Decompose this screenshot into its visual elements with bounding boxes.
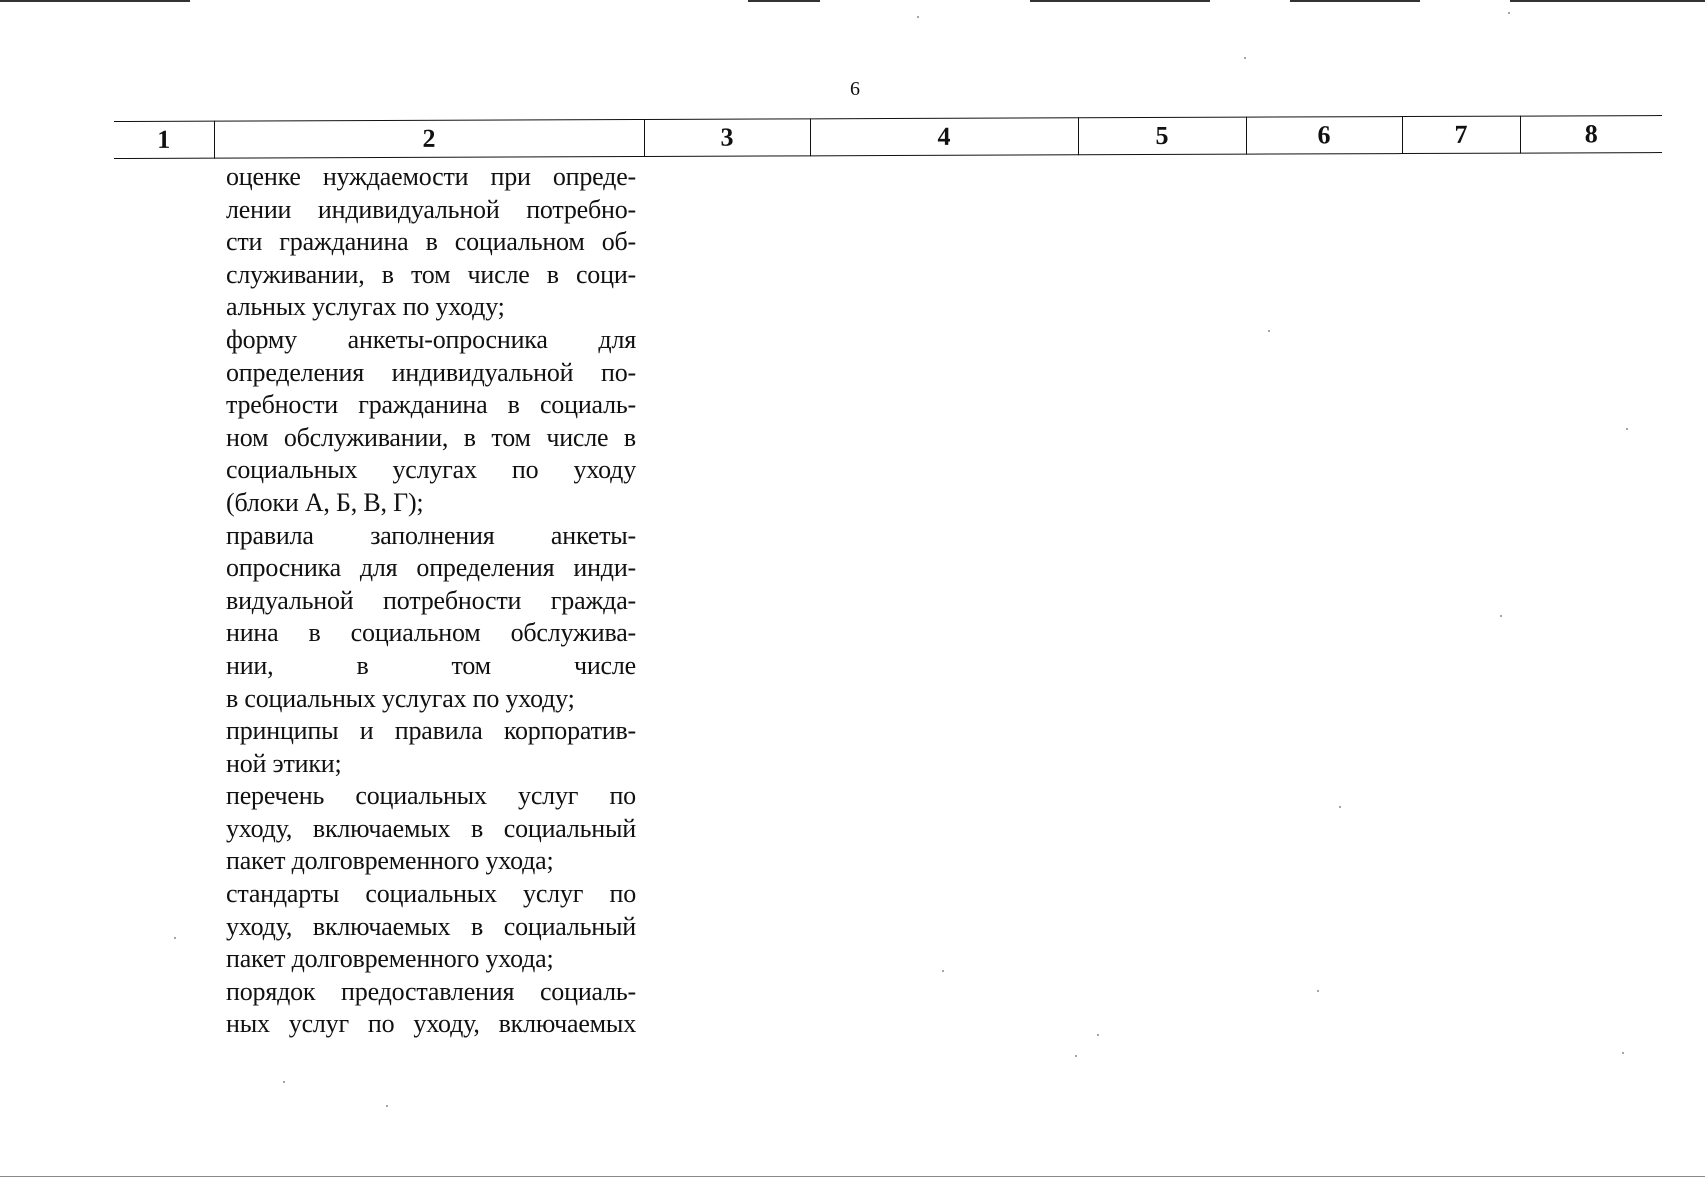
column-header-7: 7 [1402,116,1520,153]
text-line: ном обслуживании, в том числе в [226,422,636,452]
column-header-5: 5 [1078,117,1246,155]
scan-speck [1339,806,1341,808]
scan-speck [1075,1055,1077,1057]
text-line: стандарты социальных услуг по [226,879,636,909]
column-header-1: 1 [114,121,214,158]
text-line: пакет долговременного ухода; [226,846,554,876]
scan-edge-top [1030,0,1210,2]
text-line: оценке нуждаемости при опреде- [226,162,636,191]
text-line: в социальных услугах по уходу; [226,683,575,713]
column-2-content [226,161,636,1041]
text-line: социальных услугах по уходу [226,455,636,485]
text-line: ных услуг по уходу, включаемых [226,1009,636,1039]
table-header-row [114,115,1662,159]
text-line: нина в социальном обслужива- [226,618,636,648]
text-line: (блоки А, Б, В, Г); [226,487,424,517]
text-line: сти гражданина в социальном об- [226,227,636,257]
scan-speck [283,1081,285,1083]
text-line: альных услугах по уходу; [226,292,505,322]
text-line: перечень социальных услуг по [226,781,636,811]
text-line: уходу, включаемых в социальный [226,813,636,843]
text-line: ной этики; [226,748,342,778]
scan-speck [942,970,944,972]
text-line: лении индивидуальной потребно- [226,194,636,224]
column-header-3: 3 [644,119,810,157]
scan-speck [1268,330,1270,332]
scan-speck [1244,57,1246,59]
text-line: уходу, включаемых в социальный [226,911,636,941]
column-header-2: 2 [214,119,644,158]
column-header-4: 4 [810,118,1078,156]
scan-edge-bottom [0,1176,1705,1177]
scan-speck [1626,428,1628,430]
text-line: нии, в том числе [226,650,636,680]
scan-edge-top [1290,0,1420,2]
text-line: требности гражданина в социаль- [226,390,636,420]
scan-speck [917,16,919,18]
text-line: пакет долговременного ухода; [226,944,554,974]
column-header-6: 6 [1246,117,1402,155]
scan-speck [1500,615,1502,617]
page-number: 6 [850,78,860,100]
text-line: принципы и правила корпоратив- [226,716,636,746]
text-line: определения индивидуальной по- [226,357,636,387]
scan-speck [174,937,176,939]
text-line: правила заполнения анкеты- [226,520,636,550]
scan-edge-top [0,0,190,2]
scan-edge-top [1510,0,1705,2]
scan-speck [1097,1034,1099,1036]
scan-speck [1622,1052,1624,1054]
scan-speck [1508,12,1510,14]
column-header-8: 8 [1520,116,1662,154]
text-line: порядок предоставления социаль- [226,976,636,1006]
scan-edge-top [748,0,820,2]
text-line: опросника для определения инди- [226,553,636,583]
text-line: форму анкеты-опросника для [226,324,636,354]
scan-speck [386,1105,388,1107]
text-line: видуальной потребности гражда- [226,585,636,615]
scan-speck [1317,990,1319,992]
text-line: служивании, в том числе в соци- [226,259,636,289]
